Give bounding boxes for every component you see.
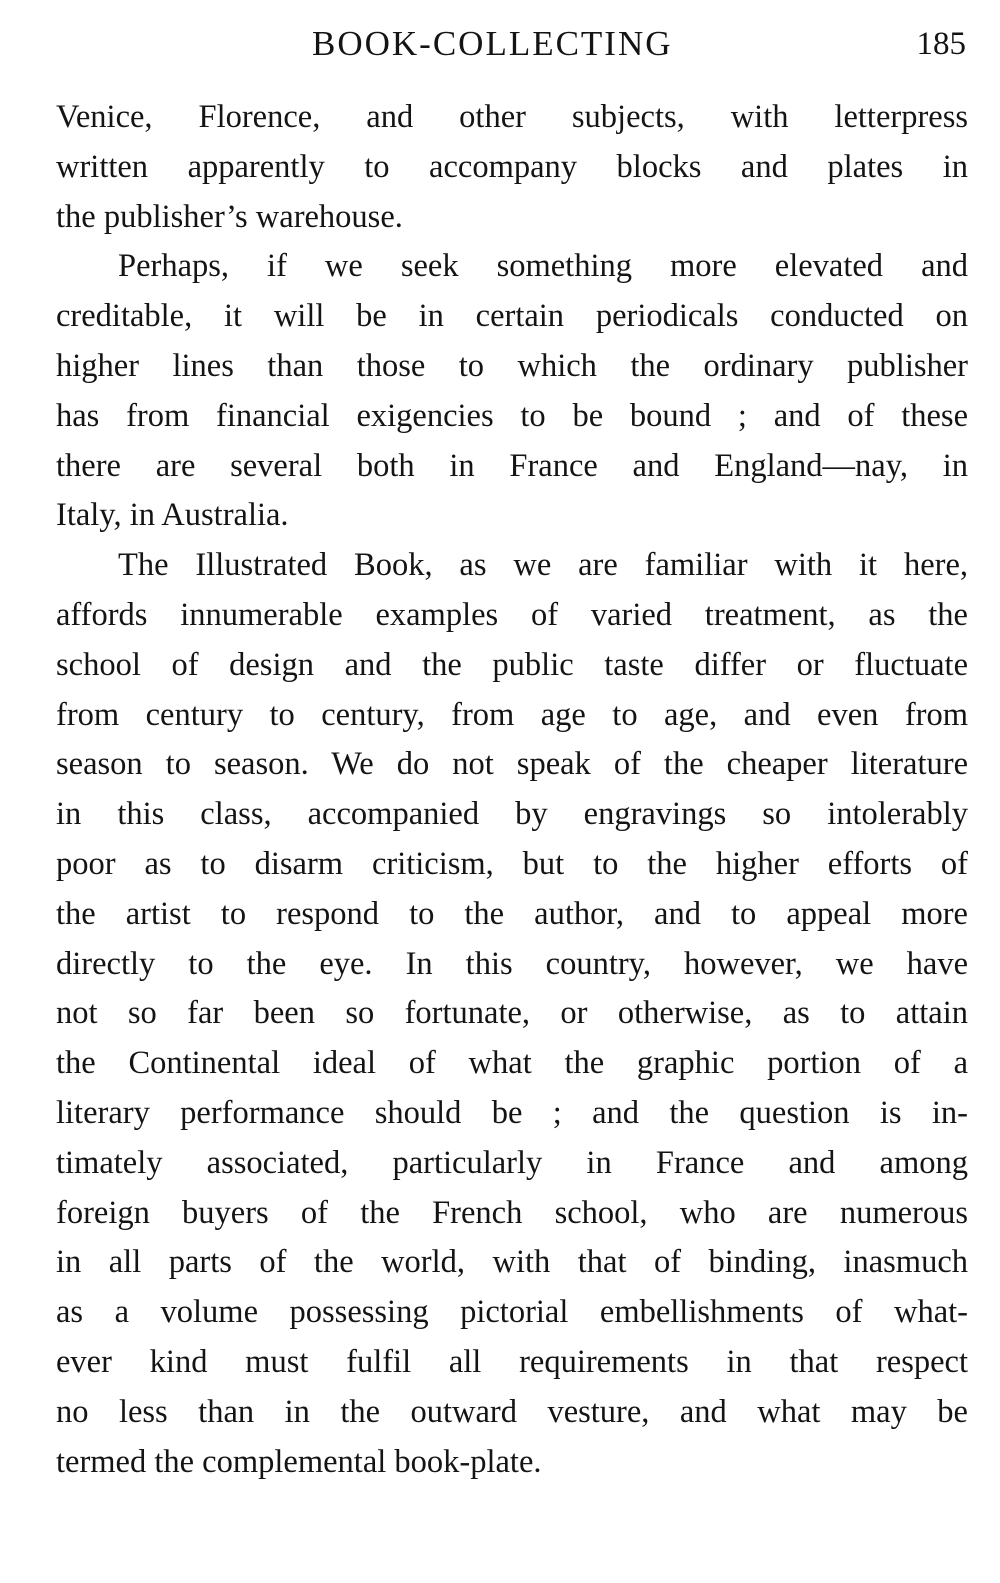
text-line: Perhaps, if we seek something more elevated and [118, 248, 968, 285]
text-line: poor as to disarm criticism, but to the higher efforts of [56, 845, 968, 882]
paragraph-continued [56, 93, 968, 242]
text-line: season to season. We do not speak of the cheaper literature [56, 746, 968, 783]
text-line: school of design and the public taste differ or fluctuate [56, 646, 968, 683]
text-line: timately associated, particularly in France and among [56, 1144, 968, 1181]
running-title: BOOK-COLLECTING [312, 24, 673, 63]
text-line: The Illustrated Book, as we are familiar with it here, [118, 547, 968, 584]
text-line: termed the complemental book-plate. [56, 1443, 542, 1480]
text-line: not so far been so fortunate, or otherwise, as to attain [56, 995, 968, 1032]
text-line: creditable, it will be in certain periodicals conducted on [56, 298, 968, 335]
text-line: Venice, Florence, and other subjects, with letterpress [56, 99, 968, 135]
page-number: 185 [916, 26, 966, 62]
text-line: ever kind must fulfil all requirements in that respect [56, 1343, 968, 1380]
text-line: no less than in the outward vesture, and what may be [56, 1393, 968, 1430]
text-line: foreign buyers of the French school, who are numerous [56, 1194, 968, 1231]
paragraph-periodicals [56, 242, 968, 541]
running-head [0, 22, 1000, 66]
text-line: from century to century, from age to age, and even from [56, 696, 968, 733]
body-text [56, 93, 968, 1487]
text-line: the publisher’s warehouse. [56, 198, 403, 235]
text-line: in this class, accompanied by engravings so intolerably [56, 796, 968, 833]
text-line: affords innumerable examples of varied treatment, as the [56, 596, 968, 633]
text-line: Italy, in Australia. [56, 497, 289, 534]
paragraph-illustrated-book [56, 541, 968, 1487]
text-line: literary performance should be ; and the question is in- [56, 1094, 968, 1131]
text-line: the Continental ideal of what the graphic portion of a [56, 1045, 968, 1082]
text-line: as a volume possessing pictorial embellishments of what- [56, 1294, 968, 1331]
text-line: the artist to respond to the author, and to appeal more [56, 895, 968, 932]
text-line: directly to the eye. In this country, however, we have [56, 945, 968, 982]
text-line: there are several both in France and England—nay, in [56, 447, 968, 484]
text-line: written apparently to accompany blocks and plates in [56, 148, 968, 185]
text-line: in all parts of the world, with that of binding, inasmuch [56, 1244, 968, 1281]
text-line: higher lines than those to which the ordinary publisher [56, 347, 968, 384]
text-line: has from financial exigencies to be bound ; and of these [56, 397, 968, 434]
